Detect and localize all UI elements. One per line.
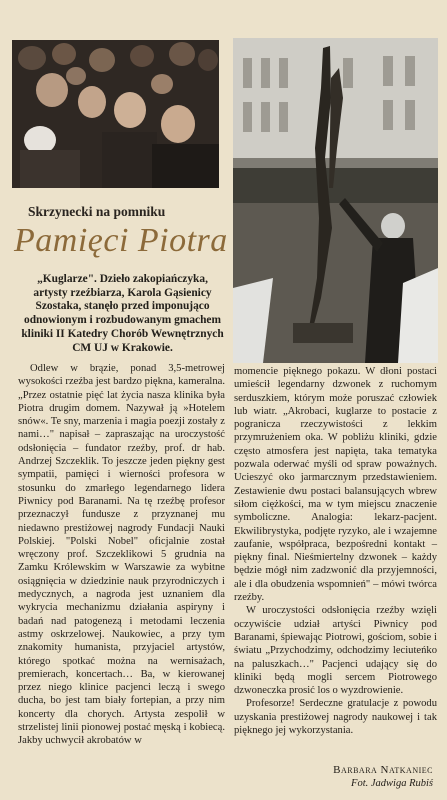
sculpture-illustration xyxy=(233,38,438,363)
article-lead: „Kuglarze". Dzieło zakopiańczyka, artysty rzeźbiarza, Karola Gąsienicy Szostaka, stanęło przed imponująco odnowionym i rozbudowanym gmachem kliniki II Katedry Chorób Wewnętrznych CM UJ w Krakowie. xyxy=(21,273,224,354)
photo-credit: Fot. Jadwiga Rubiś xyxy=(351,778,433,789)
photo-sculpture xyxy=(233,38,438,363)
paragraph: W uroczystości odsłonięcia rzeźby wzięli oczywiście udział artyści Piwnicy pod Baranami, śpiewając Piotrowi, gościom, sobie i światu „Przychodzimy, odchodzimy leciuteńko na paluszkach…" Pacjenci udający się do kliniki będą mogli sercem Piotrowego dzwoneczka prosić los o wyzdrowienie. xyxy=(234,605,437,697)
byline xyxy=(233,764,433,790)
paragraph: Profesorze! Serdeczne gratulacje z powodu uzyskania prestiżowej nagrody naukowej i tak pięknego jej wykorzystania. xyxy=(234,698,437,737)
paragraph: Odlew w brązie, ponad 3,5-metrowej wysokości rzeźba jest bardzo piękna, kameralna. „Przez ostatnie pięć lat życia nasza klinika była Piotra drugim domem. Nazywał ją »Hotelem snów«. Te sny, marzenia i magia poezji zostały z nami…" napisał – zapraszając na uroczystość odsłonięcia – fundator rzeźby, prof. dr hab. Andrzej Szczeklik. To jeszcze jeden piękny gest sympatii, pamięci i wierności profesora w stosunku do zmarłego legendarnego lidera Piwnicy pod Baranami. Na tę rzeźbę profesor przeznaczył fundusze z przyznanej mu niedawno prestiżowej nagrody Fundacji Nauki Polskiej. "Polski Nobel" oficjalnie został wręczony prof. Szczeklikowi 5 grudnia na Zamku Królewskim w Warszawie za wybitne osiągnięcia w dziedzinie nauk przyrodniczych i medycznych, a nagroda jest uznaniem dla wykrycia mechanizmu działania aspiryny i badań nad patogenezą i metodami leczenia astmy oskrzelowej. Naukowiec, a przy tym znakomity humanista, przyjaciel artystów, którego spotkać można na wernisażach, premierach, koncertach… Ba, w kierowanej przez niego klinice pacjenci leczą i swego ducha, bo jest tam biały fortepian, a przy nim koncerty dla chorych. Artysta zespolił w strzelistej linii pionowej postać męską i kobiecą. Jakby uchwycił akrobatów w xyxy=(18,363,225,747)
column-left xyxy=(18,362,225,748)
article-headline: Pamięci Piotra xyxy=(14,222,228,259)
author-name: Barbara Natkaniec xyxy=(333,764,433,776)
crowd-illustration xyxy=(12,40,219,188)
photo-crowd xyxy=(12,40,219,188)
paragraph: momencie pięknego pokazu. W dłoni postaci umieścił legendarny dzwonek z ruchomym serduszkiem, którym może poruszać człowiek lub wiatr. „Akrobaci, kuglarze to postacie z pogranicza rzeczywistości z lekkim przymrużeniem oka. W pobliżu kliniki, gdzie często atmosfera jest napięta, taka tematyka pozwala oderwać myśli od spraw poważnych. Ucieszyć oko jarmarcznym przedstawieniem. Zestawienie dwu postaci balansujących wbrew siłom ciężkości, ma w tym miejscu znaczenie symboliczne. Analogia: lekarz-pacjent. Ekwilibrystyka, podjęte ryzyko, ale i wzajemne zaufanie, współpraca, bezpośredni kontakt – piękny final. Nieśmiertelny dzwonek – każdy będzie mógł nim zadzwonić dla przyjemności, ale i dla obudzenia wspomnień" – mówi twórca rzeźby. xyxy=(234,366,437,604)
column-right xyxy=(234,365,437,737)
article-kicker: Skrzynecki na pomniku xyxy=(28,204,166,219)
